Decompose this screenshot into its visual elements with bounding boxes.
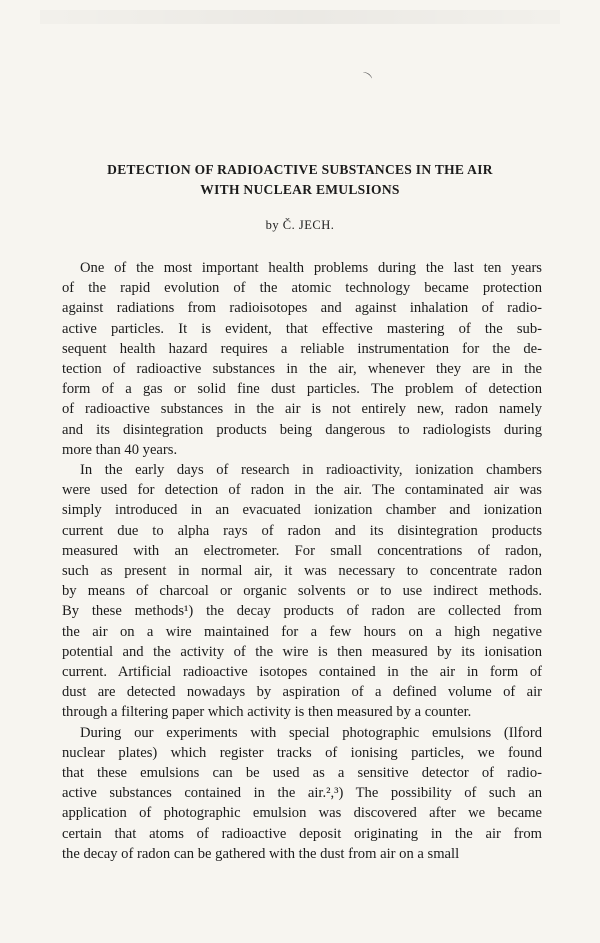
text-line: active particles. It is evident, that effective mastering of the sub- [62, 320, 542, 337]
text-line: more than 40 years. [62, 441, 178, 458]
text-line: sequent health hazard requires a reliable instrumentation for the de- [62, 340, 542, 357]
text-line: form of a gas or solid fine dust particles. The problem of detection [62, 381, 542, 398]
text-line: were used for detection of radon in the air. The contaminated air was [62, 482, 542, 499]
text-line: dust are detected nowadays by aspiration of a defined volume of air [62, 684, 542, 701]
text-line: such as present in normal air, it was necessary to concentrate radon [62, 563, 542, 580]
title-line: WITH NUCLEAR EMULSIONS [200, 182, 400, 197]
text-line: measured with an electrometer. For small concentrations of radon, [62, 542, 542, 559]
text-line: current. Artificial radioactive isotopes contained in the air in form of [62, 664, 542, 681]
article-title [40, 160, 560, 200]
text-line: through a filtering paper which activity is then measured by a counter. [62, 704, 472, 721]
scan-smudge [40, 10, 560, 24]
paragraph [62, 460, 542, 723]
text-line: by means of charcoal or organic solvents or to use indirect methods. [62, 583, 542, 600]
text-line: nuclear plates) which register tracks of ionising particles, we found [62, 744, 542, 761]
paragraph [62, 723, 542, 864]
text-line: application of photographic emulsion was discovered after we became [62, 805, 542, 822]
text-line: active substances contained in the air.²,³) The possibility of such an [62, 785, 542, 802]
text-line: During our experiments with special photographic emulsions (Ilford [80, 724, 542, 741]
text-line: One of the most important health problems during the last ten years [80, 260, 542, 276]
text-line: certain that atoms of radioactive deposit originating in the air from [62, 825, 542, 842]
text-line: tection of radioactive substances in the air, whenever they are in the [62, 361, 542, 378]
paragraph [62, 258, 542, 460]
text-line: simply introduced in an evacuated ionization chamber and ionization [62, 502, 542, 519]
text-line: of the rapid evolution of the atomic technology became protection [62, 280, 542, 297]
article-body [62, 258, 542, 864]
text-line: current due to alpha rays of radon and its disintegration products [62, 522, 542, 539]
text-line: of radioactive substances in the air is not entirely new, radon namely [62, 401, 542, 418]
text-line: By these methods¹) the decay products of radon are collected from [62, 603, 542, 620]
text-line: against radiations from radioisotopes and against inhalation of radio- [62, 300, 542, 317]
pen-mark: ⌒ [356, 70, 373, 87]
title-line: DETECTION OF RADIOACTIVE SUBSTANCES IN THE AIR [107, 162, 493, 177]
text-line: that these emulsions can be used as a sensitive detector of radio- [62, 765, 542, 782]
text-line: and its disintegration products being dangerous to radiologists during [62, 421, 542, 438]
text-line: the air on a wire maintained for a few hours on a high negative [62, 623, 542, 640]
text-line: potential and the activity of the wire is then measured by its ionisation [62, 643, 542, 660]
text-line: In the early days of research in radioactivity, ionization chambers [80, 462, 542, 479]
text-line: the decay of radon can be gathered with the dust from air on a small [62, 845, 460, 862]
author-line: by Č. JECH. [265, 218, 335, 232]
